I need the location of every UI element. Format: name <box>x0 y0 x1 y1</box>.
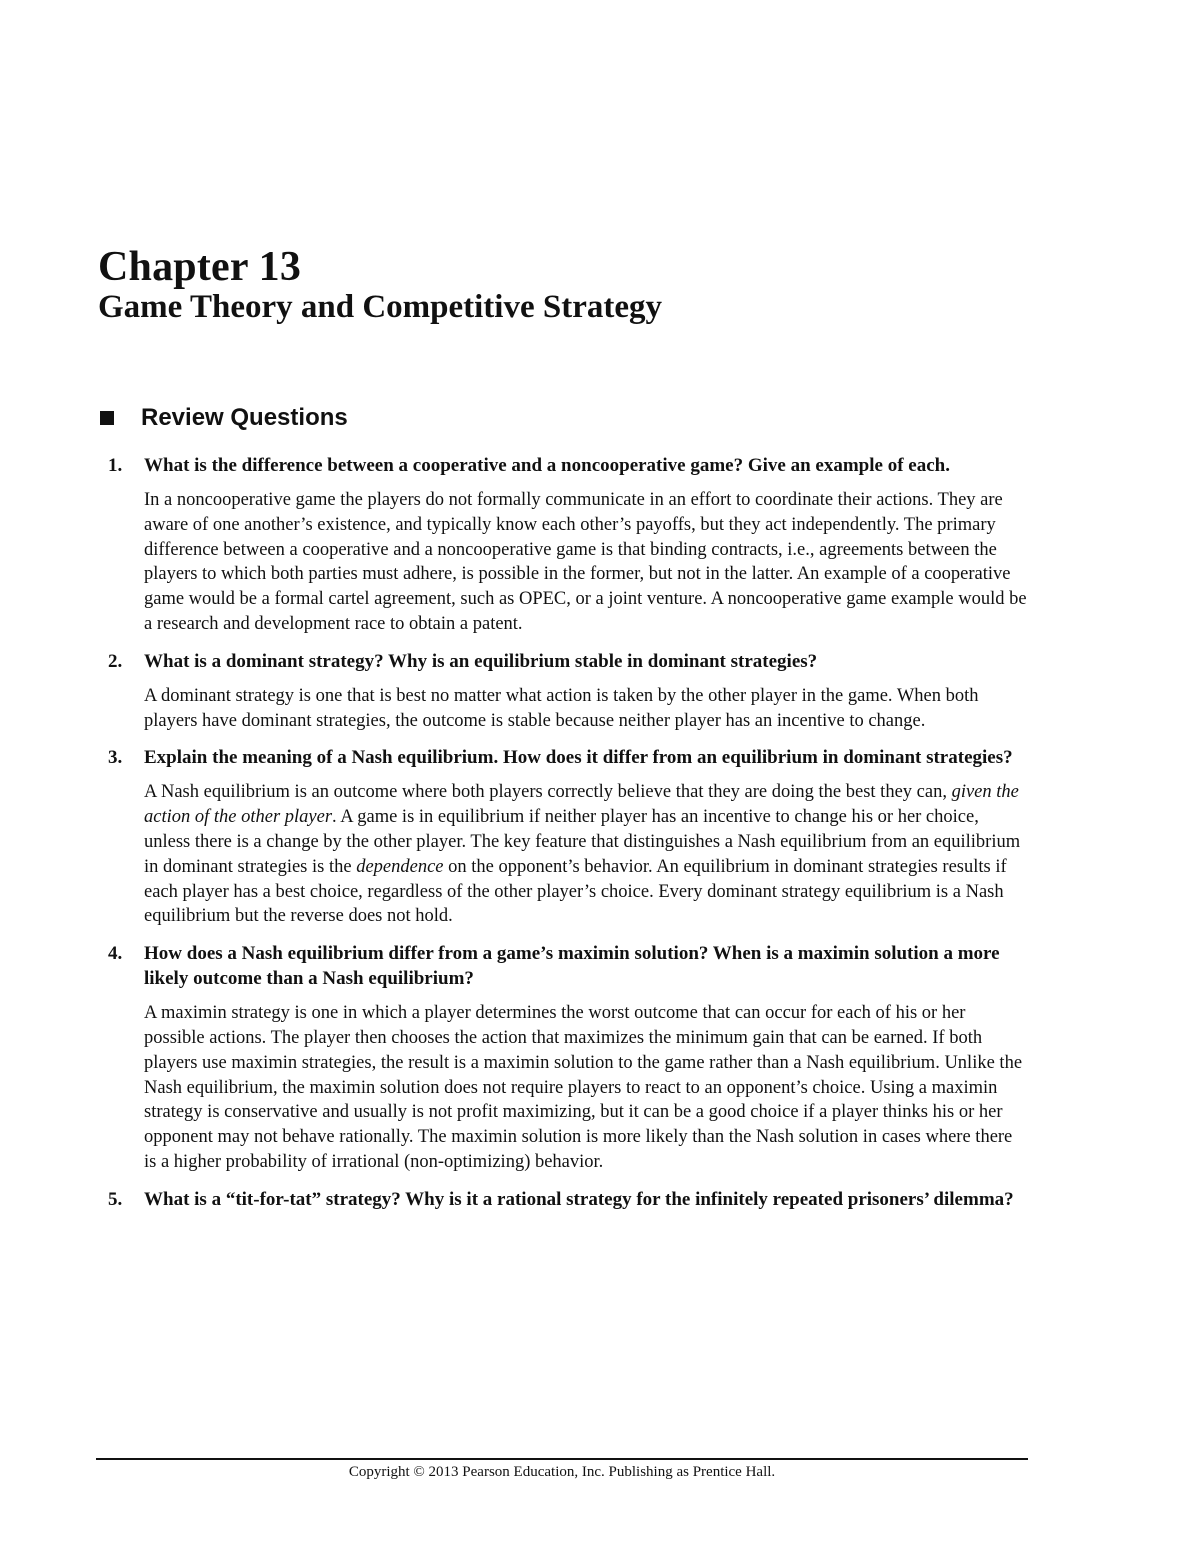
answer-segment: A dominant strategy is one that is best no matter what action is taken by the other player in the game. When both players have dominant strategies, the outcome is stable because neither player has an incentive to change. <box>144 685 979 731</box>
footer-copyright: Copyright © 2013 Pearson Education, Inc. Publishing as Prentice Hall. <box>348 1464 776 1480</box>
answer-segment: . A game is in equilibrium if neither player has an incentive to change his or her choice, unless there is a change by the other player. The key feature that distinguishes a Nash equilibrium from an equilibrium in dominant strategies is the <box>144 807 1021 877</box>
chapter-number: Chapter 13 <box>98 244 302 290</box>
question-text: What is the difference between a cooperative and a noncooperative game? Give an example of each. <box>144 455 950 476</box>
question-number: 2. <box>108 650 123 672</box>
footer-divider <box>96 1458 1028 1460</box>
question-text: What is a “tit-for-tat” strategy? Why is it a rational strategy for the infinitely repeated prisoners’ dilemma? <box>144 1188 1014 1210</box>
question-item <box>108 1187 1028 1212</box>
square-bullet-icon <box>100 411 114 425</box>
answer-text <box>144 488 1028 637</box>
question-item <box>108 941 1028 1175</box>
answer-text <box>144 1001 1028 1175</box>
answer-segment: on the opponent’s behavior. An equilibrium in dominant strategies results if each player has a best choice, regardless of the other player’s choice. Every dominant strategy equilibrium is a Nash equilibrium but the reverse does not hold. <box>144 856 1007 927</box>
answer-emphasis: given the action of the other player <box>144 782 1019 828</box>
question-number: 1. <box>108 455 123 476</box>
question-number: 3. <box>108 747 123 769</box>
question-item <box>108 649 1028 734</box>
answer-text <box>144 780 1028 929</box>
review-questions-list <box>108 453 1028 1212</box>
section-title: Review Questions <box>141 404 348 431</box>
section-heading <box>100 400 348 436</box>
answer-segment: A Nash equilibrium is an outcome where both players correctly believe that they are doing the best they can, <box>144 782 952 803</box>
question-text: Explain the meaning of a Nash equilibrium. How does it differ from an equilibrium in dominant strategies? <box>144 747 1013 769</box>
question-text: How does a Nash equilibrium differ from a game’s maximin solution? When is a maximin solution a more likely outcome than a Nash equilibrium? <box>144 943 1000 990</box>
answer-emphasis: dependence <box>356 856 444 877</box>
answer-segment: In a noncooperative game the players do not formally communicate in an effort to coordinate their actions. They are aware of one another’s existence, and typically know each other’s payoffs, but they act independently. The primary difference between a cooperative and a noncooperative game is that binding contracts, i.e., agreements between the players to which both parties must adhere, is possible in the former, but not in the latter. An example of a cooperative game would be a formal cartel agreement, such as OPEC, or a joint venture. A noncooperative game example would be a research and development race to obtain a patent. <box>144 490 1027 634</box>
question-number: 4. <box>108 943 123 965</box>
chapter-title: Game Theory and Competitive Strategy <box>98 289 662 325</box>
question-text: What is a dominant strategy? Why is an equilibrium stable in dominant strategies? <box>144 650 818 672</box>
question-item <box>108 745 1028 929</box>
question-item <box>108 453 1028 637</box>
question-number: 5. <box>108 1188 123 1210</box>
answer-segment: A maximin strategy is one in which a player determines the worst outcome that can occur for each of his or her possible actions. The player then chooses the action that maximizes the minimum gain that can be earned. If both players use maximin strategies, the result is a maximin solution to the game rather than a Nash equilibrium. Unlike the Nash equilibrium, the maximin solution does not require players to react to an opponent’s choice. Using a maximin strategy is conservative and usually is not profit maximizing, but it can be a good choice if a player thinks his or her opponent may not behave rationally. The maximin solution is more likely than the Nash solution in cases where there is a higher probability of irrational (non-optimizing) behavior. <box>144 1003 1023 1172</box>
answer-text <box>144 684 1028 734</box>
